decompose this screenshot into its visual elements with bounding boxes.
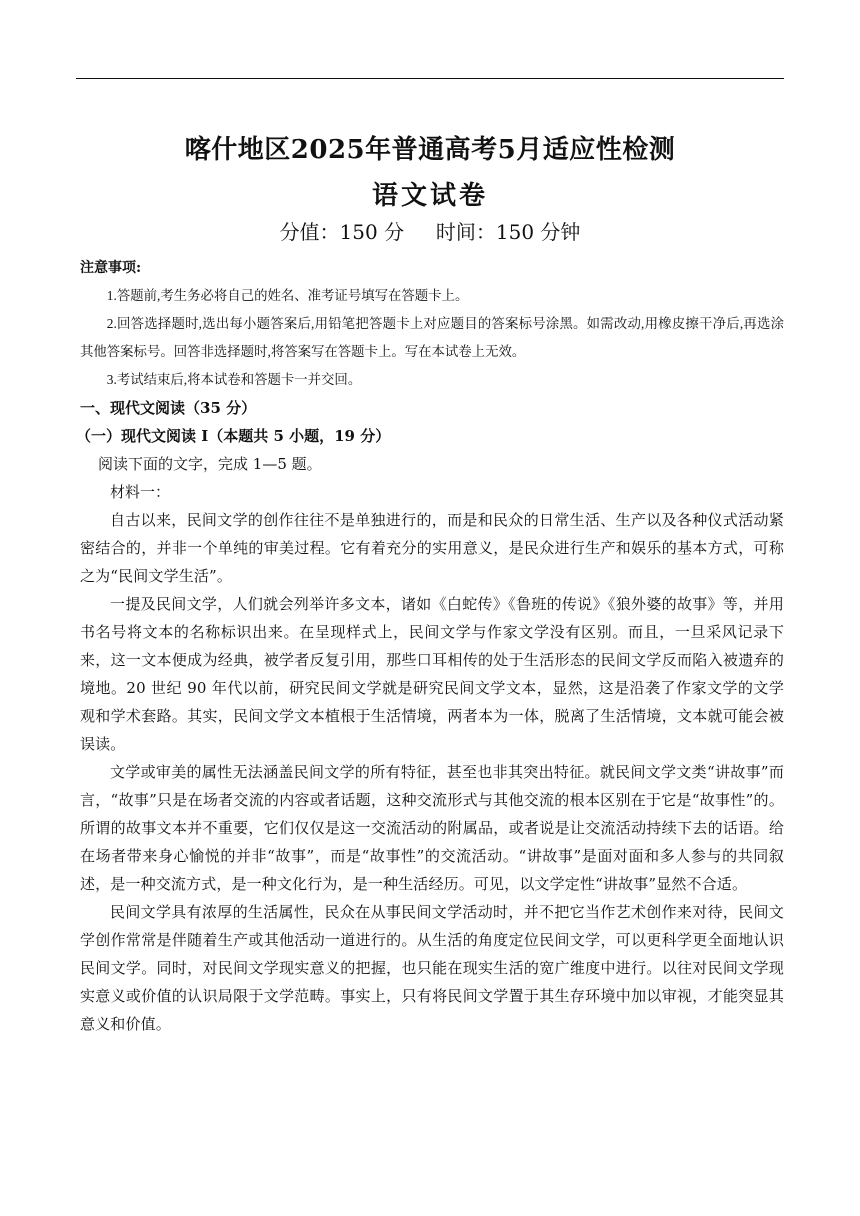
exam-title: 喀什地区2025年普通高考5月适应性检测 — [184, 135, 676, 165]
material-paragraph: 自古以来，民间文学的创作往往不是单独进行的，而是和民众的日常生活、生产以及各种仪式活动紧密结合的，并非一个单纯的审美过程。它有着充分的实用意义，是民众进行生产和娱乐的基本方式，可称之为“民间文学生活”。 — [80, 511, 784, 585]
exam-content — [76, 254, 784, 1038]
header-rule — [76, 78, 784, 79]
material-paragraph: 文学或审美的属性无法涵盖民间文学的所有特征，甚至也非其突出特征。就民间文学文类“讲故事”而言，“故事”只是在场者交流的内容或者话题，这种交流形式与其他交流的根本区别在于它是“故事性”的。所谓的故事文本并不重要，它们仅仅是这一交流活动的附属品，或者说是让交流活动持续下去的话语。给在场者带来身心愉悦的并非“故事”，而是“故事性”的交流活动。“讲故事”是面对面和多人参与的共同叙述，是一种交流方式，是一种文化行为，是一种生活经历。可见，以文学定性“讲故事”显然不合适。 — [80, 763, 784, 893]
notice-heading: 注意事项: — [80, 260, 142, 276]
score-time-line: 分值：150 分 时间：150 分钟 — [279, 220, 581, 244]
subsection-heading: （一）现代文阅读 I（本题共 5 小题，19 分） — [76, 427, 391, 445]
notice-item: 3.考试结束后,将本试卷和答题卡一并交回。 — [106, 372, 362, 387]
notice-item: 2.回答选择题时,选出每小题答案后,用铅笔把答题卡上对应题目的答案标号涂黑。如需改动,用橡皮擦干净后,再选涂其他答案标号。回答非选择题时,将答案写在答题卡上。写在本试卷上无效。 — [80, 316, 784, 359]
material-paragraph: 一提及民间文学，人们就会列举许多文本，诸如《白蛇传》《鲁班的传说》《狼外婆的故事》等，并用书名号将文本的名称标识出来。在呈现样式上，民间文学与作家文学没有区别。而且，一旦采风记录下来，这一文本便成为经典，被学者反复引用，那些口耳相传的处于生活形态的民间文学反而陷入被遗弃的境地。20 世纪 90 年代以前，研究民间文学就是研究民间文学文本，显然，这是沿袭了作家文学的文学观和学术套路。其实，民间文学文本植根于生活情境，两者本为一体，脱离了生活情境，文本就可能会被误读。 — [80, 595, 784, 753]
material-paragraph: 民间文学具有浓厚的生活属性，民众在从事民间文学活动时，并不把它当作艺术创作来对待，民间文学创作常常是伴随着生产或其他活动一道进行的。从生活的角度定位民间文学，可以更科学更全面地认识民间文学。同时，对民间文学现实意义的把握，也只能在现实生活的宽广维度中进行。以往对民间文学现实意义或价值的认识局限于文学范畴。事实上，只有将民间文学置于其生存环境中加以审视，才能突显其意义和价值。 — [80, 903, 784, 1033]
exam-subtitle: 语文试卷 — [371, 181, 488, 211]
material-label: 材料一： — [110, 483, 171, 501]
notice-item: 1.答题前,考生务必将自己的姓名、准考证号填写在答题卡上。 — [106, 288, 469, 303]
reading-instruction: 阅读下面的文字，完成 1—5 题。 — [98, 455, 322, 473]
section-heading: 一、现代文阅读（35 分） — [80, 399, 257, 417]
